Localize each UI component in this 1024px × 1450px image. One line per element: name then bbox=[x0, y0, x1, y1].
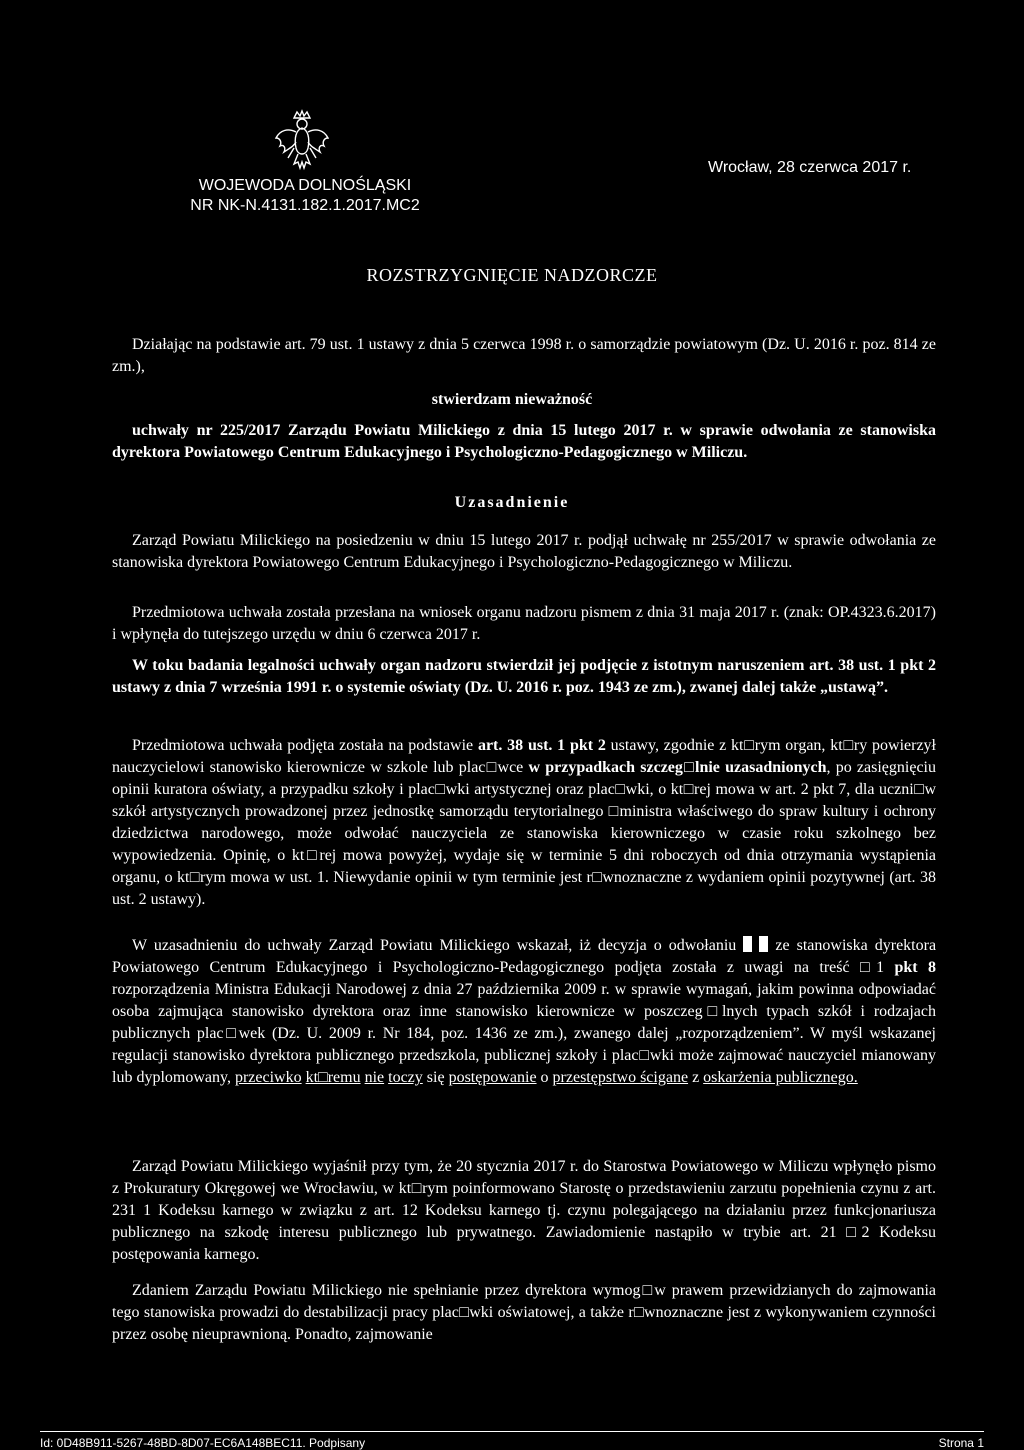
paragraph-4-text-a: Przedmiotowa uchwała podjęta została na podstawie bbox=[132, 737, 478, 754]
paragraph-5-word: o bbox=[540, 1069, 549, 1086]
paragraph-3: W toku badania legalności uchwały organ nadzoru stwierdził jej podjęcie z istotnym naruszeniem art. 38 ust. 1 pkt 2 ustawy z dnia 7 września 1991 r. o systemie oświaty (Dz. U. 2016 r. poz. 1943 ze zm.), zwanej dalej także „ustawą”. bbox=[112, 657, 936, 696]
paragraph-5-text-d: rozporządzenia Ministra Edukacji Narodowej z dnia 27 października 2009 r. w sprawie wymagań, jakim powinna odpowiadać osoba zajmująca stanowisko dyrektora oraz inne stanowisko kierownicze w poszczeg□lnych typach szkół i rodzajach publicznych plac□wek (Dz. U. 2009 r. Nr 184, poz. 1436 ze zm.), zwanego dalej „rozporządzeniem”. W myśl wskazanej regulacji stanowisko dyrektora publicznego przedszkola, publicznej szkoły i plac□wki może zajmować nauczyciel mianowany lub dyplomowany, bbox=[112, 981, 936, 1086]
paragraph-4-text-e: , po zasięgnięciu opinii kuratora oświaty, a przypadku szkoły i plac□wki artystycznej oraz plac□wki, o kt□rej mowa w art. 2 pkt 7, dla uczni□w szkół artystycznych prowadzonej przez jednostkę samorządu terytorialnego □ministra właściwego do spraw kultury i ochrony dziedzictwa narodowego, może odwołać nauczyciela ze stanowiska kierowniczego w czasie roku szkolnego bez wypowiedzenia. Opinię, o kt□rej mowa powyżej, wydaje się w terminie 5 dni roboczych od dnia otrzymania wystąpienia organu, o kt□rym mowa w ust. 1. Niewydanie opinii w tym terminie jest r□wnoznaczne z wydaniem opinii pozytywnej (art. 38 ust. 2 ustawy). bbox=[112, 759, 936, 908]
underlined-phrase: przestępstwo ścigane bbox=[552, 1069, 689, 1086]
paragraph-2: Przedmiotowa uchwała została przesłana na wniosek organu nadzoru pismem z dnia 31 maja 2017 r. (znak: OP.4323.6.2017) i wpłynęła do tutejszego urzędu w dniu 6 czerwca 2017 r. bbox=[112, 604, 936, 643]
resolution-subject: uchwały nr 225/2017 Zarządu Powiatu Milickiego z dnia 15 lutego 2017 r. w sprawie odwołania ze stanowiska dyrektora Powiatowego Centrum Edukacyjnego i Psychologiczno-Pedagogicznego w Miliczu. bbox=[112, 422, 936, 461]
redaction-mark bbox=[743, 936, 752, 952]
paragraph-5-point-ref: pkt 8 bbox=[894, 959, 937, 976]
underlined-phrase: toczy bbox=[388, 1069, 423, 1086]
footer-divider bbox=[40, 1431, 984, 1432]
paragraph-5-text-b: ze stanowiska dyrektora Powiatowego Centrum Edukacyjnego i Psychologiczno-Pedagogicznego podjęta została z uwagi na treść □1 bbox=[112, 937, 937, 976]
document-reference: NR NK-N.4131.182.1.2017.MC2 bbox=[190, 197, 420, 214]
paragraph-6: Zarząd Powiatu Milickiego wyjaśnił przy tym, że 20 stycznia 2017 r. do Starostwa Powiatowego w Miliczu wpłynęło pismo z Prokuratury Okręgowej we Wrocławiu, w kt□rym poinformowano Starostę o przedstawieniu zarzutu popełnienia czynu z art. 231 1 Kodeksu karnego w związku z art. 12 Kodeksu karnego tj. czynu polegającego na działaniu przez funkcjonariusza publicznego na szkodę interesu publicznego lub prywatnego. Zawiadomienie nastąpiło w trybie art. 21 □2 Kodeksu postępowania karnego. bbox=[112, 1158, 936, 1263]
underlined-phrase: przeciwko bbox=[234, 1069, 302, 1086]
legal-basis-intro: Działając na podstawie art. 79 ust. 1 ustawy z dnia 5 czerwca 1998 r. o samorządzie powiatowym (Dz. U. 2016 r. poz. 814 ze zm.), bbox=[112, 336, 936, 375]
underlined-phrase: postępowanie bbox=[448, 1069, 537, 1086]
footer-document-id: Id: 0D48B911-5267-48BD-8D07-EC6A148BEC11. Podpisany bbox=[40, 1436, 366, 1450]
paragraph-1: Zarząd Powiatu Milickiego na posiedzeniu w dniu 15 lutego 2017 r. podjął uchwałę nr 255/2017 w sprawie odwołania ze stanowiska dyrektora Powiatowego Centrum Edukacyjnego i Psychologiczno-Pedagogicznego w Miliczu. bbox=[112, 532, 936, 571]
place-and-date: Wrocław, 28 czerwca 2017 r. bbox=[708, 159, 912, 176]
paragraph-5 bbox=[112, 935, 936, 1089]
underlined-phrase: kt□remu bbox=[305, 1069, 361, 1086]
underlined-phrase: nie bbox=[364, 1069, 385, 1086]
paragraph-4-text-c: ustawy, zgodnie z kt□rym organ, kt□ry powierzył nauczycielowi stanowisko kierownicze w szkole lub plac□wce bbox=[112, 737, 936, 776]
paragraph-5-word: z bbox=[692, 1069, 700, 1086]
polish-eagle-emblem-icon bbox=[272, 108, 332, 176]
redaction-mark bbox=[759, 936, 768, 952]
document-title: ROZSTRZYGNIĘCIE NADZORCZE bbox=[366, 265, 658, 285]
paragraph-7: Zdaniem Zarządu Powiatu Milickiego nie spełnianie przez dyrektora wymog□w prawem przewidzianych do zajmowania tego stanowiska prowadzi do destabilizacji pracy plac□wki oświatowej, a także r□wnoznaczne jest z wykonywaniem czynności przez osobę nieuprawnioną. Ponadto, zajmowanie bbox=[112, 1282, 936, 1343]
issuing-authority: WOJEWODA DOLNOŚLĄSKI bbox=[198, 177, 412, 194]
paragraph-4-emphasis: w przypadkach szczeg□lnie uzasadnionych bbox=[528, 759, 827, 776]
paragraph-4-article-ref: art. 38 ust. 1 pkt 2 bbox=[477, 737, 606, 754]
declaration: stwierdzam nieważność bbox=[431, 391, 593, 408]
paragraph-4 bbox=[112, 735, 936, 911]
underlined-phrase: oskarżenia publicznego. bbox=[703, 1069, 858, 1086]
footer-page-number: Strona 1 bbox=[938, 1436, 984, 1450]
paragraph-5-word: się bbox=[426, 1069, 445, 1086]
paragraph-5-text-a: W uzasadnieniu do uchwały Zarząd Powiatu Milickiego wskazał, iż decyzja o odwołaniu bbox=[132, 937, 737, 954]
justification-heading: Uzasadnienie bbox=[454, 494, 570, 511]
